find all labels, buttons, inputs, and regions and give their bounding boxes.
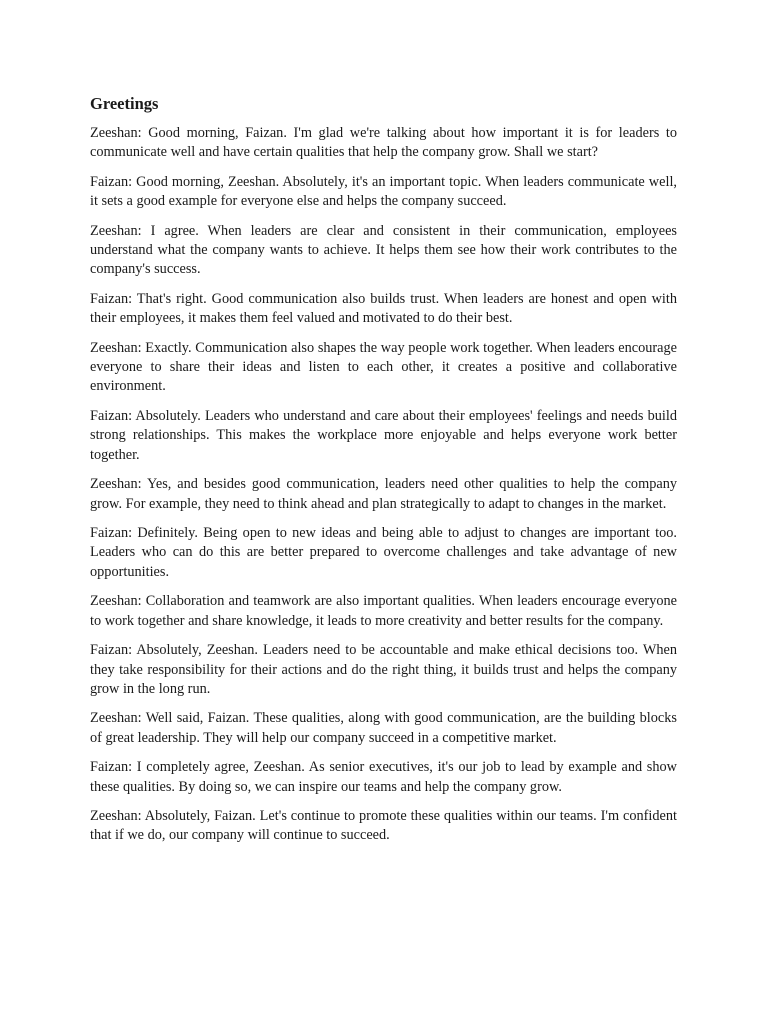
document-title: Greetings bbox=[90, 94, 159, 113]
dialogue-paragraph: Zeeshan: Exactly. Communication also shapes the way people work together. When leaders encourage everyone to share their ideas and listen to each other, it creates a positive and collaborative environment. bbox=[90, 339, 677, 395]
dialogue-paragraph: Zeeshan: I agree. When leaders are clear and consistent in their communication, employees understand what the company wants to achieve. It helps them see how their work contributes to the company's success. bbox=[90, 222, 677, 278]
dialogue-paragraph: Faizan: Absolutely. Leaders who understand and care about their employees' feelings and needs build strong relationships. This makes the workplace more enjoyable and helps everyone work better together. bbox=[90, 408, 677, 463]
dialogue-paragraph: Faizan: I completely agree, Zeeshan. As senior executives, it's our job to lead by example and show these qualities. By doing so, we can inspire our teams and help the company grow. bbox=[90, 759, 677, 795]
dialogue-paragraph: Zeeshan: Collaboration and teamwork are also important qualities. When leaders encourage everyone to work together and share knowledge, it leads to more creativity and better results for the company. bbox=[90, 593, 677, 629]
dialogue-paragraph: Zeeshan: Good morning, Faizan. I'm glad we're talking about how important it is for leaders to communicate well and have certain qualities that help the company grow. Shall we start? bbox=[90, 125, 677, 161]
dialogue-paragraph: Zeeshan: Yes, and besides good communication, leaders need other qualities to help the company grow. For example, they need to think ahead and plan strategically to adapt to changes in the market. bbox=[90, 476, 677, 512]
dialogue-paragraph: Faizan: Absolutely, Zeeshan. Leaders need to be accountable and make ethical decisions too. When they take responsibility for their actions and do the right thing, it builds trust and helps the company grow in the long run. bbox=[90, 642, 677, 697]
document-page bbox=[90, 93, 677, 856]
dialogue-paragraph: Faizan: That's right. Good communication also builds trust. When leaders are honest and open with their employees, it makes them feel valued and motivated to do their best. bbox=[90, 290, 677, 327]
dialogue-paragraph: Faizan: Good morning, Zeeshan. Absolutely, it's an important topic. When leaders communicate well, it sets a good example for everyone else and helps the company succeed. bbox=[90, 173, 677, 210]
dialogue-paragraph: Zeeshan: Absolutely, Faizan. Let's continue to promote these qualities within our teams. I'm confident that if we do, our company will continue to succeed. bbox=[90, 808, 677, 844]
dialogue-paragraph: Zeeshan: Well said, Faizan. These qualities, along with good communication, are the building blocks of great leadership. They will help our company succeed in a competitive market. bbox=[90, 710, 677, 746]
dialogue-paragraph: Faizan: Definitely. Being open to new ideas and being able to adjust to changes are important too. Leaders who can do this are better prepared to overcome challenges and take advantage of new opportunities. bbox=[90, 525, 677, 580]
